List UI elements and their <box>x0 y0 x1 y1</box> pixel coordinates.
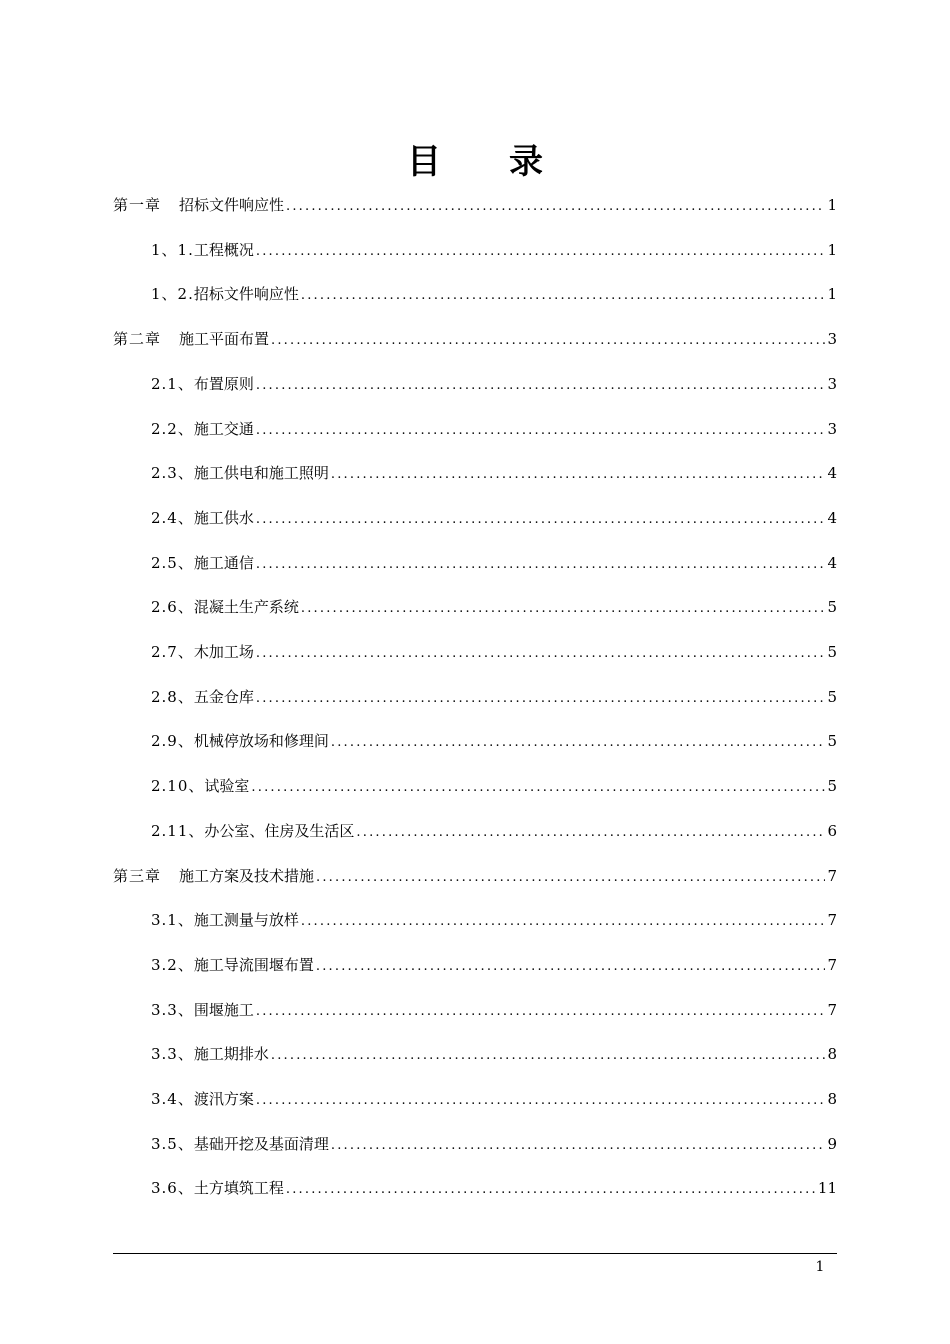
toc-section-entry[interactable] <box>151 284 837 304</box>
toc-entry-title: 布置原则 <box>193 375 254 393</box>
toc-entry-title: 施工测量与放样 <box>193 911 299 929</box>
toc-entry-number: 1、2. <box>151 285 194 303</box>
toc-dot-leader <box>331 465 826 483</box>
toc-entry-page-number: 3 <box>827 420 837 438</box>
toc-entry-number: 1、1. <box>151 241 194 259</box>
toc-entry-number: 3.3、 <box>151 1001 194 1019</box>
toc-dot-leader <box>256 644 826 662</box>
toc-entry-page-number: 5 <box>827 732 837 750</box>
toc-chapter-entry[interactable] <box>113 866 837 886</box>
toc-dot-leader <box>301 599 826 617</box>
toc-entry-title: 工程概况 <box>193 241 254 259</box>
toc-entry-page-number: 9 <box>827 1135 837 1153</box>
toc-entry-title: 围堰施工 <box>193 1001 254 1019</box>
toc-entry-number: 3.3、 <box>151 1045 194 1063</box>
toc-dot-leader <box>271 331 825 349</box>
toc-dot-leader <box>286 197 825 215</box>
toc-section-entry[interactable] <box>151 642 837 662</box>
toc-dot-leader <box>356 823 825 841</box>
toc-section-entry[interactable] <box>151 1134 837 1154</box>
toc-entry-title: 混凝土生产系统 <box>193 598 299 616</box>
toc-entry-page-number: 6 <box>827 822 837 840</box>
toc-entry-number: 2.10、 <box>151 777 205 795</box>
toc-entry-number: 2.5、 <box>151 554 194 572</box>
toc-entry-number: 第一章 <box>113 196 162 214</box>
toc-entry-page-number: 5 <box>827 777 837 795</box>
toc-dot-leader <box>256 421 826 439</box>
toc-entry-number: 2.8、 <box>151 688 194 706</box>
toc-entry-title: 施工供水 <box>193 509 254 527</box>
toc-dot-leader <box>256 1091 826 1109</box>
toc-entry-number: 2.1、 <box>151 375 194 393</box>
toc-dot-leader <box>301 912 826 930</box>
toc-entry-number: 2.7、 <box>151 643 194 661</box>
toc-dot-leader <box>256 1002 826 1020</box>
toc-dot-leader <box>256 555 826 573</box>
toc-dot-leader <box>271 1046 826 1064</box>
footer-page-number: 1 <box>815 1259 825 1275</box>
toc-entry-title: 招标文件响应性 <box>179 196 285 214</box>
toc-entry-number: 2.3、 <box>151 464 194 482</box>
toc-entry-number: 2.11、 <box>151 822 205 840</box>
toc-entry-page-number: 1 <box>827 241 837 259</box>
toc-section-entry[interactable] <box>151 1089 837 1109</box>
toc-entry-title: 基础开挖及基面清理 <box>193 1135 329 1153</box>
toc-entry-number: 第二章 <box>113 330 162 348</box>
toc-entry-number: 3.2、 <box>151 956 194 974</box>
toc-entry-title: 施工平面布置 <box>179 330 270 348</box>
toc-dot-leader <box>301 286 826 304</box>
toc-section-entry[interactable] <box>151 1178 837 1198</box>
toc-dot-leader <box>286 1180 816 1198</box>
toc-entry-title: 施工导流围堰布置 <box>193 956 314 974</box>
toc-section-entry[interactable] <box>151 776 837 796</box>
toc-entry-page-number: 3 <box>827 375 837 393</box>
toc-section-entry[interactable] <box>151 1000 837 1020</box>
toc-entry-number: 2.2、 <box>151 420 194 438</box>
toc-entry-number: 3.1、 <box>151 911 194 929</box>
toc-section-entry[interactable] <box>151 687 837 707</box>
toc-entry-page-number: 5 <box>827 643 837 661</box>
toc-entry-title: 试验室 <box>204 777 250 795</box>
toc-chapter-entry[interactable] <box>113 329 837 349</box>
toc-entry-page-number: 3 <box>827 330 837 348</box>
toc-entry-number: 2.6、 <box>151 598 194 616</box>
toc-entry-page-number: 5 <box>827 598 837 616</box>
toc-entry-page-number: 7 <box>827 911 837 929</box>
toc-entry-title: 施工通信 <box>193 554 254 572</box>
toc-section-entry[interactable] <box>151 597 837 617</box>
toc-entry-page-number: 8 <box>827 1090 837 1108</box>
toc-entry-number: 3.4、 <box>151 1090 194 1108</box>
toc-entry-page-number: 4 <box>827 464 837 482</box>
toc-dot-leader <box>331 1136 826 1154</box>
toc-section-entry[interactable] <box>151 508 837 528</box>
toc-entry-title: 土方填筑工程 <box>193 1179 284 1197</box>
toc-entry-title: 渡汛方案 <box>193 1090 254 1108</box>
toc-section-entry[interactable] <box>151 955 837 975</box>
toc-entry-title: 施工供电和施工照明 <box>193 464 329 482</box>
toc-section-entry[interactable] <box>151 419 837 439</box>
toc-section-entry[interactable] <box>151 463 837 483</box>
toc-entry-page-number: 8 <box>827 1045 837 1063</box>
footer-divider <box>113 1253 837 1254</box>
toc-entry-title: 木加工场 <box>193 643 254 661</box>
toc-dot-leader <box>256 376 826 394</box>
toc-section-entry[interactable] <box>151 240 837 260</box>
toc-entry-title: 施工方案及技术措施 <box>179 867 315 885</box>
toc-section-entry[interactable] <box>151 374 837 394</box>
toc-entry-title: 办公室、住房及生活区 <box>204 822 355 840</box>
toc-entry-title: 五金仓库 <box>193 688 254 706</box>
toc-entry-title: 施工交通 <box>193 420 254 438</box>
toc-entry-page-number: 1 <box>827 196 837 214</box>
toc-entry-page-number: 7 <box>827 867 837 885</box>
toc-section-entry[interactable] <box>151 553 837 573</box>
toc-entry-title: 机械停放场和修理间 <box>193 732 329 750</box>
toc-entry-number: 2.4、 <box>151 509 194 527</box>
toc-entry-page-number: 5 <box>827 688 837 706</box>
toc-dot-leader <box>256 242 826 260</box>
toc-section-entry[interactable] <box>151 821 837 841</box>
toc-entry-number: 3.6、 <box>151 1179 194 1197</box>
toc-entry-page-number: 4 <box>827 509 837 527</box>
toc-entry-page-number: 4 <box>827 554 837 572</box>
toc-entry-page-number: 1 <box>827 285 837 303</box>
toc-dot-leader <box>256 689 826 707</box>
toc-section-entry[interactable] <box>151 1044 837 1064</box>
toc-section-entry[interactable] <box>151 910 837 930</box>
toc-entry-page-number: 11 <box>817 1179 837 1197</box>
toc-entry-number: 3.5、 <box>151 1135 194 1153</box>
toc-entry-number: 第三章 <box>113 867 162 885</box>
toc-dot-leader <box>251 778 825 796</box>
toc-dot-leader <box>331 733 826 751</box>
toc-dot-leader <box>316 868 825 886</box>
toc-entry-page-number: 7 <box>827 1001 837 1019</box>
toc-dot-leader <box>256 510 826 528</box>
page-title: 目 录 <box>407 142 543 182</box>
toc-entry-page-number: 7 <box>827 956 837 974</box>
toc-chapter-entry[interactable] <box>113 195 837 215</box>
toc-entry-number: 2.9、 <box>151 732 194 750</box>
toc-entry-title: 招标文件响应性 <box>193 285 299 303</box>
toc-entry-title: 施工期排水 <box>193 1045 269 1063</box>
toc-dot-leader <box>316 957 826 975</box>
toc-section-entry[interactable] <box>151 731 837 751</box>
